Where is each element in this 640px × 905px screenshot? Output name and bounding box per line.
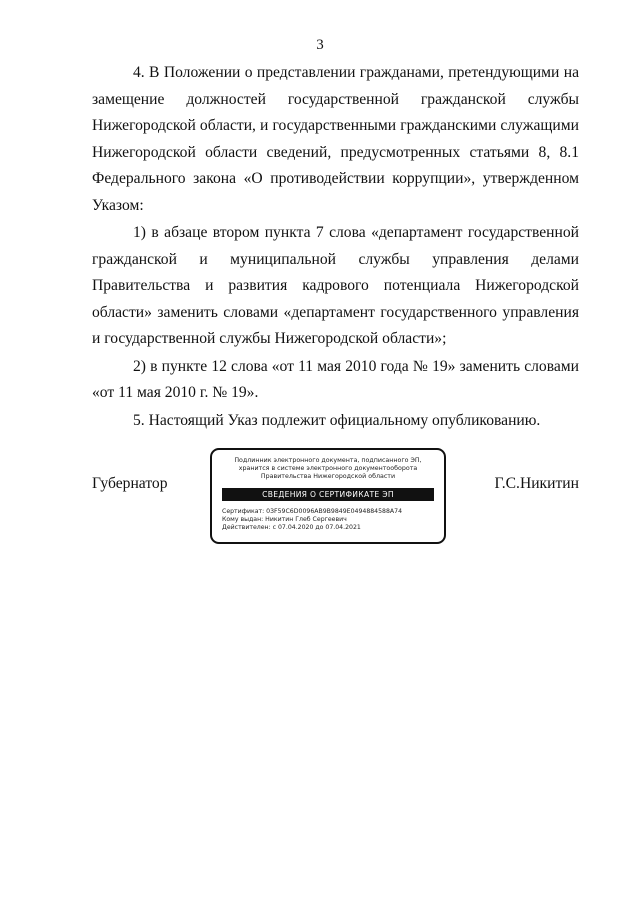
electronic-signature-stamp xyxy=(210,448,446,544)
signatory-name: Г.С.Никитин xyxy=(494,475,579,492)
certificate-owner: Кому выдан: Никитин Глеб Сергеевич xyxy=(222,515,347,523)
paragraph-subitem-1: 1) в абзаце втором пункта 7 слова «департамент государственной гражданской и муниципальной службы управления делами Правительства и развития кадрового потенциала Нижегородской области» заменить словами «департамент государственного управления и государственной службы Нижегородской области»; xyxy=(92,224,579,347)
stamp-header-line: Правительства Нижегородской области xyxy=(260,473,396,481)
stamp-header-line: хранится в системе электронного документооборота xyxy=(238,465,418,473)
certificate-validity: Действителен: с 07.04.2020 до 07.04.2021 xyxy=(222,524,361,532)
document-body xyxy=(92,60,579,435)
paragraph-subitem-2: 2) в пункте 12 слова «от 11 мая 2010 года № 19» заменить словами «от 11 мая 2010 г. № 19». xyxy=(92,357,579,401)
stamp-title-bar: СВЕДЕНИЯ О СЕРТИФИКАТЕ ЭП xyxy=(222,488,434,501)
paragraph-item-5: 5. Настоящий Указ подлежит официальному опубликованию. xyxy=(133,411,541,429)
signatory-title: Губернатор xyxy=(92,475,168,492)
stamp-details xyxy=(222,508,444,533)
page-number: 3 xyxy=(316,37,324,53)
stamp-header-line: Подлинник электронного документа, подписанного ЭП, xyxy=(234,457,422,464)
paragraph-item-4: 4. В Положении о представлении гражданами, претендующими на замещение должностей государственной гражданской службы Нижегородской области, и государственными гражданскими служащими Нижегородской области сведений, предусмотренных статьями 8, 8.1 Федерального закона «О противодействии коррупции», утвержденном Указом: xyxy=(92,64,579,214)
stamp-header xyxy=(212,457,444,482)
certificate-number: Сертификат: 03F59C6D0096AB9B9849E0494884588A74 xyxy=(222,507,403,515)
